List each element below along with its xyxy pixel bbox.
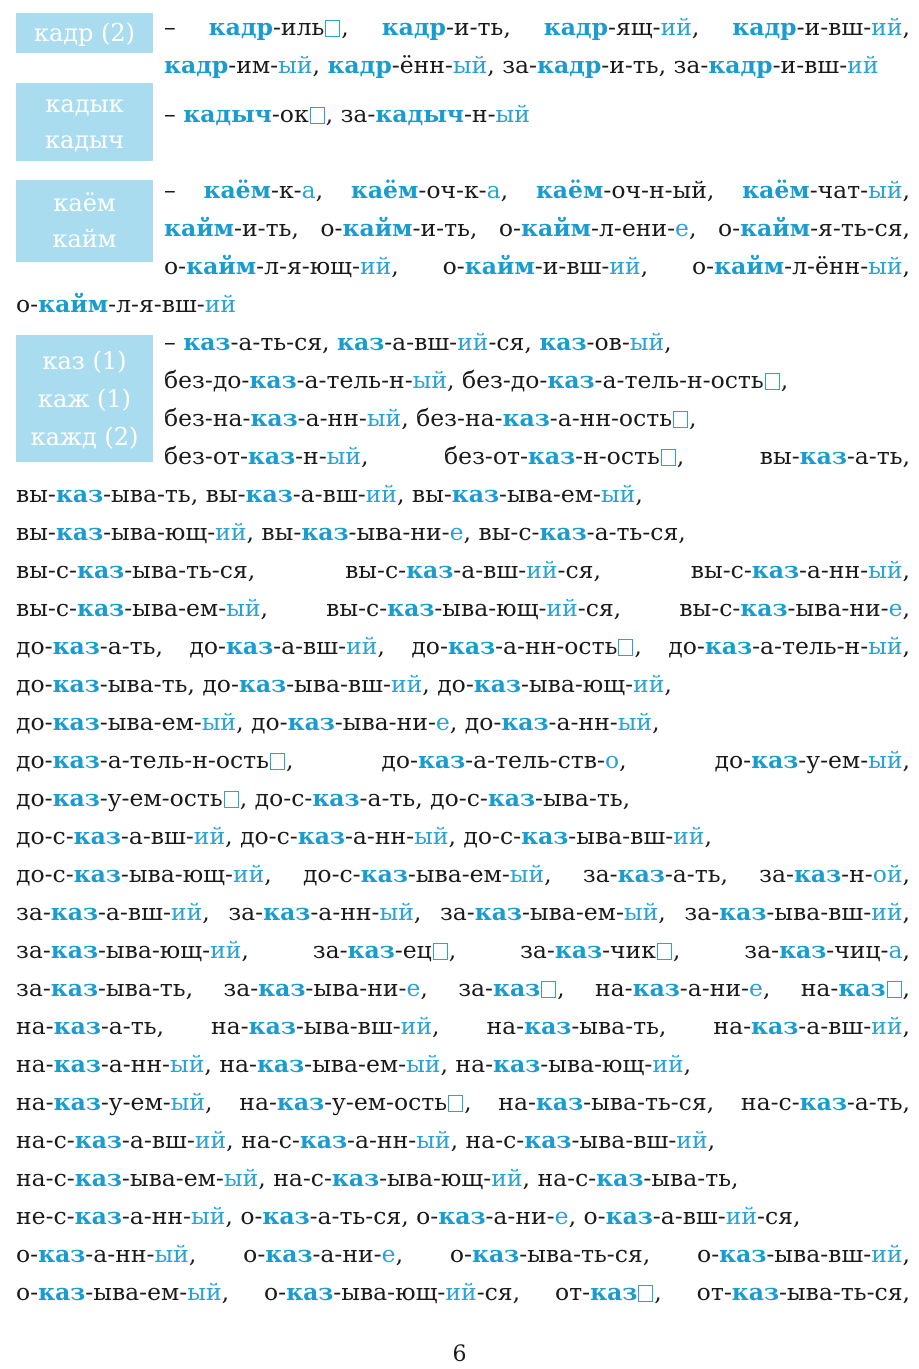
root-morpheme: каз (250, 404, 298, 432)
ending-morpheme: ый (600, 480, 636, 508)
root-morpheme: каз (73, 860, 121, 888)
ending-morpheme: ый (366, 404, 402, 432)
root-morpheme: каз (719, 1240, 767, 1268)
entry-line: кайм-и-ть, о-кайм-и-ть, о-кайм-л-ени-е, о-кайм-я-ть-ся, (164, 214, 910, 242)
key-label: кадр (2) (33, 19, 136, 47)
root-morpheme: кадр (381, 13, 446, 41)
root-morpheme: каз (53, 1012, 101, 1040)
ending-morpheme: ий (365, 480, 397, 508)
root-morpheme: каз (417, 746, 466, 774)
root-morpheme: каз (38, 1278, 86, 1306)
root-morpheme: каз (52, 670, 100, 698)
zero-ending-box (887, 981, 902, 998)
root-morpheme: каз (547, 366, 595, 394)
ending-morpheme: ый (868, 252, 903, 280)
root-morpheme: каз (473, 670, 521, 698)
root-morpheme: каз (487, 784, 536, 812)
key-label: кажд (2) (30, 422, 139, 451)
entry-line: без-от-каз-н-ый, без-от-каз-н-ость , вы-каз-а-ть, (164, 442, 910, 470)
root-morpheme: каз (52, 784, 100, 812)
ending-morpheme: ый (326, 442, 362, 470)
root-morpheme: каз (50, 974, 98, 1002)
root-morpheme: каз (596, 1164, 644, 1192)
entry-line: на-каз-а-ть, на-каз-ыва-вш-ий, на-каз-ыва-ть, на-каз-а-вш-ий, (16, 1012, 910, 1040)
root-morpheme: каз (331, 1164, 380, 1192)
ending-morpheme: а (301, 176, 316, 204)
ending-morpheme: ый (154, 1240, 189, 1268)
key-box (16, 180, 153, 262)
ending-morpheme: ый (868, 746, 903, 774)
root-morpheme: каз (53, 1050, 101, 1078)
root-morpheme: каз (605, 1202, 653, 1230)
ending-morpheme: ий (725, 1202, 758, 1230)
zero-ending-box (673, 411, 688, 428)
entry-line: на-каз-а-нн-ый, на-каз-ыва-ем-ый, на-каз-ыва-ющ-ий, (16, 1050, 692, 1078)
root-morpheme: каз (751, 1012, 799, 1040)
ending-morpheme: ый (414, 822, 449, 850)
zero-ending-box (433, 943, 448, 960)
ending-morpheme: ий (232, 860, 265, 888)
root-morpheme: каз (38, 1240, 86, 1268)
zero-ending-box (661, 449, 676, 466)
root-morpheme: каз (52, 708, 100, 736)
root-morpheme: каз (276, 1088, 325, 1116)
root-morpheme: каз (521, 822, 569, 850)
root-morpheme: каз (704, 632, 753, 660)
ending-morpheme: ий (210, 936, 242, 964)
page-number: 6 (452, 1342, 467, 1367)
entry-line: – каз-а-ть-ся, каз-а-вш-ий-ся, каз-ов-ый, (164, 328, 672, 356)
entry-line: до-каз-ыва-ть, до-каз-ыва-вш-ий, до-каз-ыва-ющ-ий, (16, 670, 672, 698)
root-morpheme: каз (50, 936, 98, 964)
root-morpheme: каз (406, 556, 454, 584)
root-morpheme: каз (73, 822, 121, 850)
ending-morpheme: ий (215, 518, 247, 546)
root-morpheme: каз (76, 556, 125, 584)
ending-morpheme: е (449, 518, 464, 546)
root-morpheme: каз (527, 442, 576, 470)
root-morpheme: кадр (543, 13, 609, 41)
root-morpheme: каз (262, 1202, 310, 1230)
root-morpheme: каз (493, 1050, 541, 1078)
ending-morpheme: ий (673, 822, 705, 850)
key-label: каж (1) (37, 384, 131, 413)
root-morpheme: каз (52, 746, 100, 774)
ending-morpheme: е (554, 1202, 569, 1230)
ending-morpheme: ый (170, 1088, 206, 1116)
root-morpheme: каз (751, 556, 799, 584)
root-morpheme: каз (793, 860, 842, 888)
ending-morpheme: ий (445, 1278, 477, 1306)
root-morpheme: каз (225, 632, 274, 660)
ending-morpheme: ый (226, 594, 261, 622)
root-morpheme: кайм (740, 214, 811, 242)
root-morpheme: кайм (464, 252, 535, 280)
root-morpheme: каз (53, 1088, 101, 1116)
ending-morpheme: ый (278, 51, 313, 79)
root-morpheme: каз (76, 594, 125, 622)
root-morpheme: каз (265, 1240, 313, 1268)
entry-line: до-каз-ыва-ем-ый, до-каз-ыва-ни-е, до-каз-а-нн-ый, (16, 708, 660, 736)
ending-morpheme: ий (390, 670, 423, 698)
ending-morpheme: ий (871, 1240, 903, 1268)
ending-morpheme: ий (633, 670, 665, 698)
entry-line: вы-с-каз-ыва-ем-ый, вы-с-каз-ыва-ющ-ий-ся, вы-с-каз-ыва-ни-е, (16, 594, 910, 622)
ending-morpheme: ый (170, 1050, 205, 1078)
entry-line: до-каз-а-тель-н-ость , до-каз-а-тель-ств-о, до-каз-у-ем-ый, (16, 746, 910, 774)
root-morpheme: каз (55, 518, 104, 546)
root-morpheme: каз (554, 936, 603, 964)
root-morpheme: каз (55, 480, 104, 508)
entry-line: за-каз-ыва-ть, за-каз-ыва-ни-е, за-каз , на-каз-а-ни-е, на-каз , (16, 974, 910, 1002)
root-morpheme: каз (297, 822, 345, 850)
zero-ending-box (270, 753, 285, 770)
root-morpheme: каз (779, 936, 827, 964)
root-morpheme: кайм (186, 252, 257, 280)
root-morpheme: кадыч (375, 100, 464, 128)
entry-line: вы-каз-ыва-ть, вы-каз-а-вш-ий, вы-каз-ыва-ем-ый, (16, 480, 643, 508)
ending-morpheme: ой (872, 860, 903, 888)
ending-morpheme: ый (868, 176, 903, 204)
zero-ending-box (224, 791, 239, 808)
zero-ending-box (310, 107, 325, 124)
root-morpheme: каз (74, 1164, 122, 1192)
root-morpheme: каз (256, 1050, 305, 1078)
root-morpheme: каз (263, 898, 311, 926)
ending-morpheme: ий (526, 556, 558, 584)
root-morpheme: каз (286, 1278, 334, 1306)
root-morpheme: каз (471, 1240, 520, 1268)
entry-line: – кадыч-ок , за-кадыч-н-ый (164, 100, 530, 128)
key-label: кадык (45, 90, 124, 118)
root-morpheme: кайм (38, 290, 109, 318)
ending-morpheme: ый (495, 100, 530, 128)
ending-morpheme: ий (457, 328, 489, 356)
root-morpheme: каём (203, 176, 272, 204)
entry-line: до-с-каз-а-вш-ий, до-с-каз-а-нн-ый, до-с-каз-ыва-вш-ий, (16, 822, 712, 850)
ending-morpheme: е (675, 214, 689, 242)
ending-morpheme: ый (452, 51, 488, 79)
root-morpheme: кадр (732, 13, 797, 41)
ending-morpheme: ий (871, 898, 903, 926)
entry-line: вы-с-каз-ыва-ть-ся, вы-с-каз-а-вш-ий-ся, вы-с-каз-а-нн-ый, (16, 556, 910, 584)
zero-ending-box (618, 639, 633, 656)
root-morpheme: каз (50, 898, 98, 926)
root-morpheme: каз (183, 328, 231, 356)
zero-ending-box (638, 1285, 653, 1302)
root-morpheme: каз (447, 632, 496, 660)
root-morpheme: кадр (327, 51, 392, 79)
ending-morpheme: ий (170, 898, 203, 926)
root-morpheme: каз (258, 974, 306, 1002)
entry-line: не-с-каз-а-нн-ый, о-каз-а-ть-ся, о-каз-а-ни-е, о-каз-а-вш-ий-ся, (16, 1202, 801, 1230)
key-label: кадыч (44, 126, 125, 154)
root-morpheme: каз (387, 594, 435, 622)
ending-morpheme: ий (652, 1050, 684, 1078)
entry-line: на-с-каз-а-вш-ий, на-с-каз-а-нн-ый, на-с-каз-ыва-вш-ий, (16, 1126, 716, 1154)
ending-morpheme: о (604, 746, 620, 774)
ending-morpheme: ий (546, 594, 578, 622)
key-box (16, 83, 153, 161)
root-morpheme: кадр (164, 51, 229, 79)
root-morpheme: кайм (521, 214, 592, 242)
ending-morpheme: ый (617, 708, 653, 736)
entry-line: – каём-к-а, каём-оч-к-а, каём-оч-н-ый, каём-чат-ый, (164, 176, 910, 204)
entry-line: о-каз-а-нн-ый, о-каз-а-ни-е, о-каз-ыва-ть-ся, о-каз-ыва-вш-ий, (16, 1240, 910, 1268)
root-morpheme: каз (299, 1126, 348, 1154)
key-box (16, 335, 153, 462)
ending-morpheme: ый (868, 632, 903, 660)
ending-morpheme: ый (406, 1050, 441, 1078)
ending-morpheme: ий (194, 1126, 227, 1154)
entry-line: на-каз-у-ем-ый, на-каз-у-ем-ость , на-каз-ыва-ть-ся, на-с-каз-а-ть, (16, 1088, 910, 1116)
entry-line: на-с-каз-ыва-ем-ый, на-с-каз-ыва-ющ-ий, на-с-каз-ыва-ть, (16, 1164, 739, 1192)
ending-morpheme: ый (868, 556, 903, 584)
root-morpheme: кайм (342, 214, 413, 242)
key-label: кайм (52, 225, 117, 253)
key-box (16, 13, 153, 53)
ending-morpheme: ий (676, 1126, 708, 1154)
root-morpheme: каз (535, 1088, 584, 1116)
ending-morpheme: ий (847, 51, 879, 79)
ending-morpheme: е (406, 974, 421, 1002)
root-morpheme: каз (799, 442, 847, 470)
root-morpheme: каз (337, 328, 385, 356)
root-morpheme: каз (617, 860, 665, 888)
root-morpheme: каз (438, 1202, 486, 1230)
ending-morpheme: ый (629, 328, 665, 356)
entry-line: до-каз-а-ть, до-каз-а-вш-ий, до-каз-а-нн-ость , до-каз-а-тель-н-ый, (16, 632, 910, 660)
root-morpheme: каз (731, 1278, 779, 1306)
root-morpheme: каз (245, 480, 293, 508)
root-morpheme: каз (301, 518, 349, 546)
zero-ending-box (765, 373, 780, 390)
root-morpheme: каз (74, 1126, 122, 1154)
root-morpheme: каз (539, 518, 587, 546)
root-morpheme: кадр (708, 51, 773, 79)
zero-ending-box (657, 943, 672, 960)
root-morpheme: каз (799, 1088, 847, 1116)
ending-morpheme: е (381, 1240, 396, 1268)
root-morpheme: каз (632, 974, 680, 1002)
entry-line: без-до-каз-а-тель-н-ый, без-до-каз-а-тель-н-ость , (164, 366, 789, 394)
entry-line: кадр-им-ый, кадр-ённ-ый, за-кадр-и-ть, за-кадр-и-вш-ий (164, 51, 879, 79)
root-morpheme: каз (247, 442, 296, 470)
ending-morpheme: ый (191, 1202, 226, 1230)
root-morpheme: каз (287, 708, 335, 736)
ending-morpheme: ий (204, 290, 237, 318)
root-morpheme: кадр (208, 13, 273, 41)
root-morpheme: каз (74, 1202, 122, 1230)
root-morpheme: каз (719, 898, 767, 926)
entry-line: до-каз-у-ем-ость , до-с-каз-а-ть, до-с-каз-ыва-ть, (16, 784, 631, 812)
entry-line: без-на-каз-а-нн-ый, без-на-каз-а-нн-ость , (164, 404, 697, 432)
root-morpheme: каз (539, 328, 587, 356)
ending-morpheme: е (748, 974, 763, 1002)
ending-morpheme: ий (400, 1012, 432, 1040)
root-morpheme: кайм (164, 214, 235, 242)
root-morpheme: каз (838, 974, 886, 1002)
zero-ending-box (325, 20, 340, 37)
key-label: каём (53, 189, 116, 217)
ending-morpheme: е (888, 594, 903, 622)
root-morpheme: кадр (536, 51, 602, 79)
entry-line: вы-каз-ыва-ющ-ий, вы-каз-ыва-ни-е, вы-с-каз-а-ть-ся, (16, 518, 686, 546)
ending-morpheme: ый (187, 1278, 222, 1306)
root-morpheme: каз (451, 480, 499, 508)
ending-morpheme: е (435, 708, 450, 736)
ending-morpheme: а (486, 176, 501, 204)
root-morpheme: каём (350, 176, 419, 204)
entry-line: за-каз-а-вш-ий, за-каз-а-нн-ый, за-каз-ыва-ем-ый, за-каз-ыва-вш-ий, (16, 898, 910, 926)
root-morpheme: кайм (714, 252, 785, 280)
root-morpheme: каз (52, 632, 100, 660)
root-morpheme: каз (501, 708, 549, 736)
ending-morpheme: ый (509, 860, 545, 888)
entry-line: о-кайм-л-я-ющ-ий, о-кайм-и-вш-ий, о-кайм-л-ённ-ый, (164, 252, 910, 280)
root-morpheme: каз (248, 1012, 296, 1040)
ending-morpheme: а (888, 936, 903, 964)
root-morpheme: каз (524, 1012, 572, 1040)
ending-morpheme: ий (491, 1164, 523, 1192)
ending-morpheme: ый (416, 1126, 451, 1154)
root-morpheme: каз (740, 594, 788, 622)
zero-ending-box (541, 981, 556, 998)
root-morpheme: кадыч (183, 100, 272, 128)
ending-morpheme: ий (193, 822, 226, 850)
root-morpheme: каз (492, 974, 541, 1002)
ending-morpheme: ий (359, 252, 392, 280)
root-morpheme: каз (360, 860, 408, 888)
root-morpheme: каз (502, 404, 550, 432)
root-morpheme: каз (249, 366, 297, 394)
ending-morpheme: ый (379, 898, 414, 926)
ending-morpheme: ый (223, 1164, 259, 1192)
root-morpheme: каз (474, 898, 522, 926)
root-morpheme: каз (312, 784, 360, 812)
ending-morpheme: ый (201, 708, 237, 736)
ending-morpheme: ий (660, 13, 692, 41)
root-morpheme: каз (238, 670, 287, 698)
root-morpheme: каз (751, 746, 799, 774)
ending-morpheme: ий (871, 1012, 903, 1040)
ending-morpheme: ий (871, 13, 903, 41)
root-morpheme: каём (742, 176, 810, 204)
ending-morpheme: ый (412, 366, 448, 394)
key-label: каз (1) (42, 346, 127, 375)
ending-morpheme: ый (623, 898, 659, 926)
entry-line: за-каз-ыва-ющ-ий, за-каз-ец , за-каз-чик , за-каз-чиц-а, (16, 936, 910, 964)
zero-ending-box (448, 1095, 463, 1112)
entry-line: до-с-каз-ыва-ющ-ий, до-с-каз-ыва-ем-ый, за-каз-а-ть, за-каз-н-ой, (16, 860, 910, 888)
ending-morpheme: ий (346, 632, 378, 660)
entry-line: о-каз-ыва-ем-ый, о-каз-ыва-ющ-ий-ся, от-каз , от-каз-ыва-ть-ся, (16, 1278, 910, 1306)
root-morpheme: каз (524, 1126, 572, 1154)
root-morpheme: каз (347, 936, 395, 964)
root-morpheme: каём (535, 176, 604, 204)
ending-morpheme: ий (609, 252, 641, 280)
entry-line: о-кайм-л-я-вш-ий (16, 290, 237, 318)
entry-line: – кадр-иль , кадр-и-ть, кадр-ящ-ий, кадр-и-вш-ий, (164, 13, 910, 41)
root-morpheme: каз (590, 1278, 638, 1306)
